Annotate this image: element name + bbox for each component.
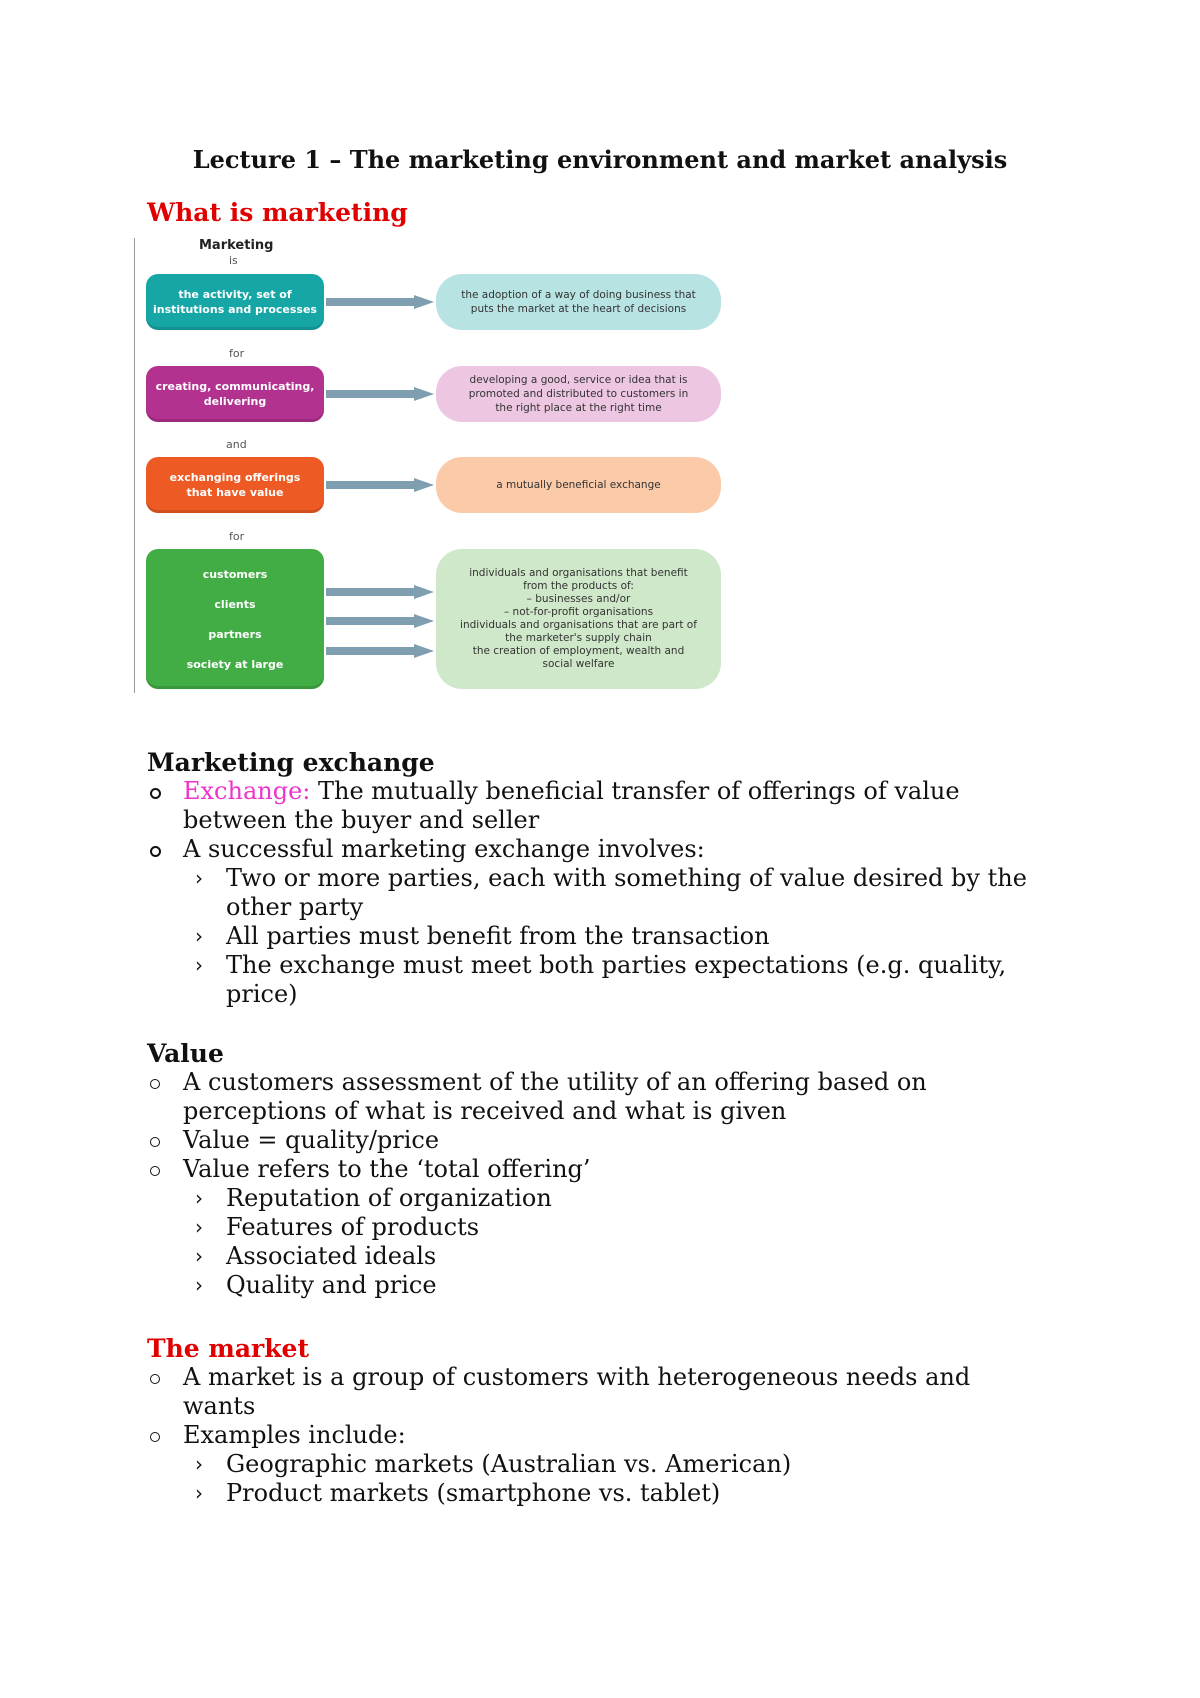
arrow-icon xyxy=(326,295,434,309)
left-box-line: institutions and processes xyxy=(153,303,317,316)
sub-list-item-text: Features of products xyxy=(226,1213,480,1241)
list-item-continuation: perceptions of what is received and what is given xyxy=(183,1097,787,1125)
heading-what-is-marketing: What is marketing xyxy=(147,198,408,227)
left-box-line: the activity, set of xyxy=(178,288,292,301)
left-box-line: that have value xyxy=(186,486,284,499)
right-box-line: a mutually beneficial exchange xyxy=(496,479,661,491)
diagram-left-box-exchanging xyxy=(146,457,324,513)
left-box-line: exchanging offerings xyxy=(169,471,301,484)
right-box-line: individuals and organisations that benefit xyxy=(469,567,688,579)
sub-list-item-text: All parties must benefit from the transaction xyxy=(226,922,770,950)
sub-list-item-continuation: price) xyxy=(226,980,298,1008)
chevron-right-icon: › xyxy=(195,1244,203,1268)
left-box-line: delivering xyxy=(203,395,267,408)
sub-list-item-continuation: other party xyxy=(226,893,364,921)
diagram-divider xyxy=(134,238,135,693)
sub-list-item xyxy=(147,1450,1067,1479)
sub-list-item xyxy=(147,951,1067,980)
sub-list-item-text: The exchange must meet both parties expectations (e.g. quality, xyxy=(226,951,1007,979)
left-box-line: society at large xyxy=(186,657,284,671)
right-box-line: the right place at the right time xyxy=(495,402,662,414)
list-item xyxy=(147,1068,1067,1097)
diagram-left-box-customers xyxy=(146,549,324,689)
sub-list-item-text: Product markets (smartphone vs. tablet) xyxy=(226,1479,721,1507)
right-box-line: promoted and distributed to customers in xyxy=(468,388,689,400)
list-item xyxy=(147,1363,1067,1392)
left-box-line: clients xyxy=(214,597,256,611)
right-box-line: from the products of: xyxy=(523,580,634,592)
section-value xyxy=(147,1039,1067,1300)
list-item-text: Examples include: xyxy=(183,1421,406,1449)
left-box-line: creating, communicating, xyxy=(155,380,315,393)
chevron-right-icon: › xyxy=(195,1186,203,1210)
marketing-definition-diagram xyxy=(134,238,734,698)
arrow-icon xyxy=(326,478,434,492)
list-item-text: A customers assessment of the utility of an offering based on xyxy=(183,1068,927,1096)
diagram-right-box-beneficiaries xyxy=(436,549,721,689)
sub-list-item-text: Geographic markets (Australian vs. American) xyxy=(226,1450,792,1478)
list-item-text: Value refers to the ‘total offering’ xyxy=(183,1155,591,1183)
right-box-line: – businesses and/or xyxy=(526,593,631,605)
sub-list-item xyxy=(147,922,1067,951)
diagram-right-box-developing xyxy=(436,366,721,422)
list-item xyxy=(147,1155,1067,1184)
sub-list-item-text: Quality and price xyxy=(226,1271,437,1299)
list-item-text: A successful marketing exchange involves: xyxy=(183,835,705,863)
list-item xyxy=(147,777,1067,806)
right-box-line: developing a good, service or idea that is xyxy=(469,374,688,386)
arrow-icon xyxy=(326,614,434,628)
right-box-line: individuals and organisations that are part of xyxy=(460,619,697,631)
left-box-line: customers xyxy=(202,567,268,581)
list-item xyxy=(147,1421,1067,1450)
term-exchange: Exchange: xyxy=(183,777,311,805)
left-box-line: partners xyxy=(208,627,262,641)
right-box-line: social welfare xyxy=(542,658,615,670)
arrow-icon xyxy=(326,644,434,658)
sub-list-item-text: Two or more parties, each with something of value desired by the xyxy=(226,864,1027,892)
diagram-left-box-activity xyxy=(146,274,324,330)
exchange-definition: The mutually beneficial transfer of offerings of value xyxy=(310,777,960,805)
sub-list-item-text: Associated ideals xyxy=(226,1242,437,1270)
right-box-line: puts the market at the heart of decisions xyxy=(470,303,687,315)
right-box-line: the adoption of a way of doing business that xyxy=(461,289,696,301)
list-item xyxy=(147,1126,1067,1155)
list-item-text: Value = quality/price xyxy=(183,1126,440,1154)
diagram-right-box-mutual-exchange xyxy=(436,457,721,513)
right-box-line: – not-for-profit organisations xyxy=(503,606,654,618)
section-the-market xyxy=(147,1334,1067,1508)
right-box-line: the creation of employment, wealth and xyxy=(472,645,685,657)
sub-list-item-text: Reputation of organization xyxy=(226,1184,552,1212)
diagram-left-box-creating xyxy=(146,366,324,422)
list-item-continuation: wants xyxy=(183,1392,256,1420)
sub-list-item xyxy=(147,1479,1067,1508)
chevron-right-icon: › xyxy=(195,1273,203,1297)
chevron-right-icon: › xyxy=(195,953,203,977)
sub-list-item xyxy=(147,1242,1067,1271)
list-item-continuation: between the buyer and seller xyxy=(183,806,540,834)
diagram-word-is: is xyxy=(229,254,238,267)
sub-list-item xyxy=(147,1184,1067,1213)
heading-marketing-exchange: Marketing exchange xyxy=(147,748,435,777)
list-item xyxy=(147,835,1067,864)
right-box-line: the marketer's supply chain xyxy=(505,632,652,644)
chevron-right-icon: › xyxy=(195,866,203,890)
diagram-right-box-adoption xyxy=(436,274,721,330)
chevron-right-icon: › xyxy=(195,1481,203,1505)
heading-the-market: The market xyxy=(147,1334,309,1363)
chevron-right-icon: › xyxy=(195,924,203,948)
page-title: Lecture 1 – The marketing environment and market analysis xyxy=(192,145,1008,174)
list-item-text: A market is a group of customers with heterogeneous needs and xyxy=(183,1363,971,1391)
section-marketing-exchange xyxy=(147,748,1067,1009)
chevron-right-icon: › xyxy=(195,1452,203,1476)
section-what-is-marketing xyxy=(147,198,1067,227)
sub-list-item xyxy=(147,1271,1067,1300)
chevron-right-icon: › xyxy=(195,1215,203,1239)
sub-list-item xyxy=(147,864,1067,893)
diagram-header: Marketing xyxy=(199,238,274,253)
diagram-word-for: for xyxy=(229,530,245,543)
diagram-word-for: for xyxy=(229,347,245,360)
sub-list-item xyxy=(147,1213,1067,1242)
arrow-icon xyxy=(326,585,434,599)
heading-value: Value xyxy=(147,1039,224,1068)
diagram-word-and: and xyxy=(226,438,247,451)
arrow-icon xyxy=(326,387,434,401)
